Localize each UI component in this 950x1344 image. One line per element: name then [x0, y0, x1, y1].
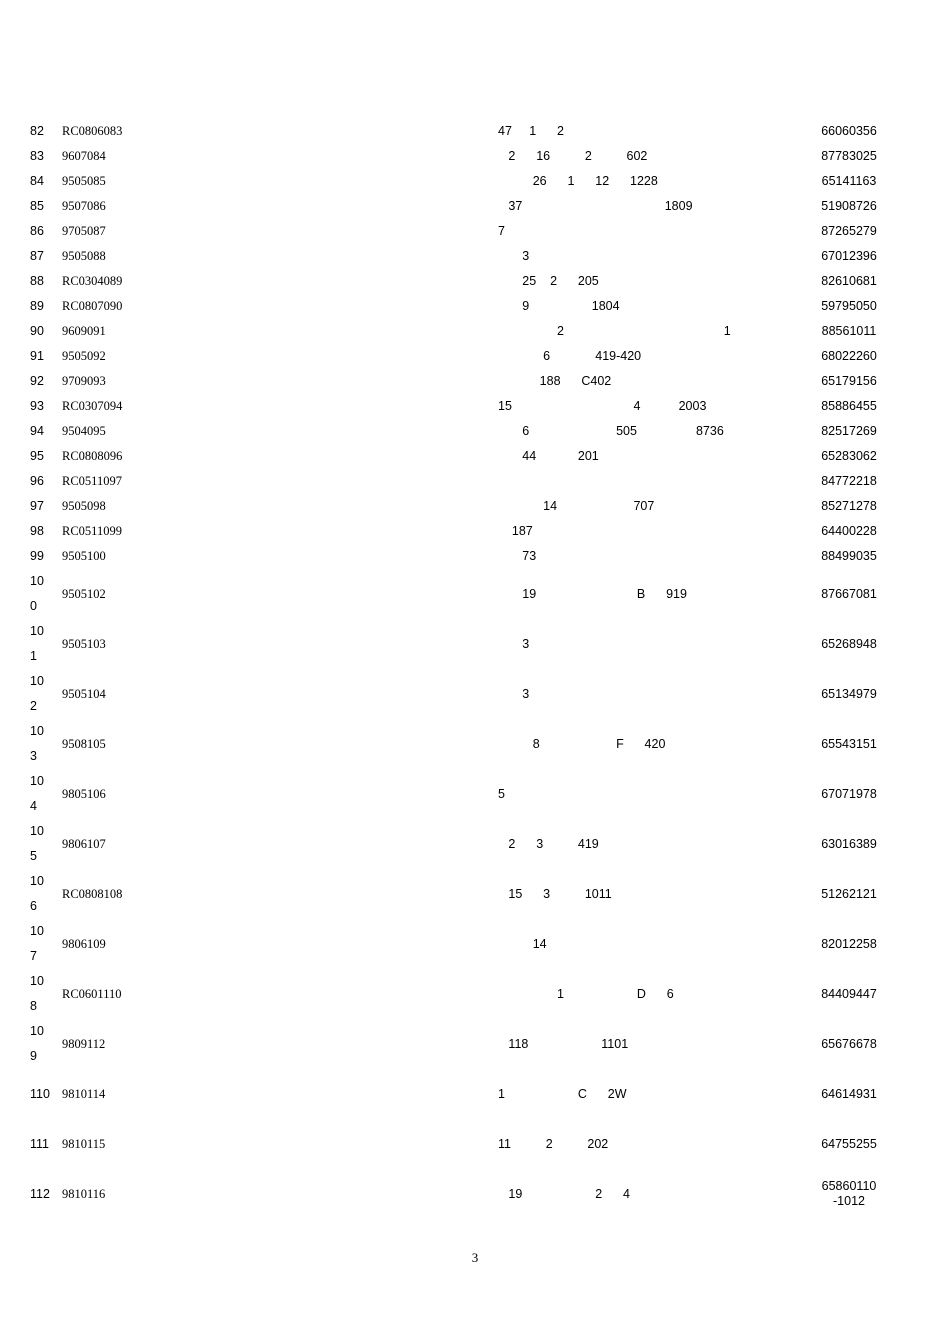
record-code: RC0807090: [62, 299, 123, 313]
row-number-cell: [30, 869, 62, 919]
record-code: 9505104: [62, 686, 106, 701]
blank-cell: [242, 1119, 498, 1169]
row-number: 87: [30, 249, 44, 263]
phone-number: 65676678: [821, 1036, 877, 1051]
table-row: [30, 1119, 900, 1169]
blank-cell: [242, 194, 498, 219]
blank-cell: [242, 569, 498, 619]
phone-number: 87783025: [821, 149, 877, 163]
record-code: RC0808096: [62, 449, 123, 463]
address-fragment: 1 D 6: [498, 986, 674, 1001]
blank-cell: [242, 394, 498, 419]
table-row: [30, 869, 900, 919]
row-number-cell: [30, 294, 62, 319]
row-number-cell: [30, 819, 62, 869]
table-row: [30, 419, 900, 444]
record-code: 9810115: [62, 1136, 106, 1151]
table-row: [30, 494, 900, 519]
row-number: 105: [30, 824, 44, 863]
phone-number: 51908726: [821, 199, 877, 213]
phone-number: 65268948: [821, 636, 877, 651]
row-number-cell: [30, 444, 62, 469]
record-code: 9505085: [62, 174, 106, 188]
address-fragment: 44 201: [498, 449, 599, 463]
address-fragment: 11 2 202: [498, 1136, 609, 1151]
phone-number: 65134979: [821, 686, 877, 701]
address-fragment: 15 3 1011: [498, 886, 612, 901]
blank-cell: [242, 419, 498, 444]
row-number: 88: [30, 274, 44, 288]
phone-number: 85886455: [821, 399, 877, 413]
table-row: [30, 294, 900, 319]
address-fragment: 19 B 919: [498, 586, 687, 601]
record-code: 9609091: [62, 324, 106, 338]
row-number: 108: [30, 974, 44, 1013]
blank-cell: [242, 169, 498, 194]
address-fragment: 6 419-420: [498, 349, 642, 363]
table-row: [30, 969, 900, 1019]
address-fragment: 19 2 4: [498, 1186, 630, 1201]
record-code: RC0511099: [62, 524, 122, 538]
row-number-cell: [30, 494, 62, 519]
table-row: [30, 819, 900, 869]
phone-number: 88561011: [821, 324, 877, 338]
table-row: [30, 169, 900, 194]
row-number-cell: [30, 519, 62, 544]
row-number: 84: [30, 174, 44, 188]
record-code: RC0806083: [62, 124, 123, 138]
table-row: [30, 1019, 900, 1069]
phone-number: 82012258: [821, 936, 877, 951]
table-row: [30, 244, 900, 269]
phone-number: 68022260: [821, 349, 877, 363]
row-number-cell: [30, 369, 62, 394]
blank-cell: [242, 344, 498, 369]
phone-number: 51262121: [821, 886, 877, 901]
row-number-cell: [30, 219, 62, 244]
row-number-cell: [30, 669, 62, 719]
table-row: [30, 769, 900, 819]
blank-cell: [242, 144, 498, 169]
phone-number: 67071978: [821, 786, 877, 801]
row-number-cell: [30, 1169, 62, 1219]
row-number: 99: [30, 549, 44, 563]
row-number: 85: [30, 199, 44, 213]
row-number: 102: [30, 674, 44, 713]
record-code: 9705087: [62, 224, 106, 238]
row-number: 110: [30, 1086, 50, 1101]
row-number: 91: [30, 349, 44, 363]
row-number: 107: [30, 924, 44, 963]
blank-cell: [242, 544, 498, 569]
table-row: [30, 319, 900, 344]
record-code: 9805106: [62, 786, 106, 801]
blank-cell: [242, 769, 498, 819]
row-number: 98: [30, 524, 44, 538]
blank-cell: [242, 319, 498, 344]
phone-number: 84772218: [821, 474, 877, 488]
address-fragment: 3: [498, 636, 530, 651]
row-number-cell: [30, 319, 62, 344]
row-number: 97: [30, 499, 44, 513]
address-fragment: 2 16 2 602: [498, 149, 648, 163]
row-number-cell: [30, 569, 62, 619]
phone-number: 64400228: [821, 524, 877, 538]
row-number-cell: [30, 544, 62, 569]
row-number: 111: [30, 1136, 50, 1151]
table-row: [30, 619, 900, 669]
table-row: [30, 369, 900, 394]
address-fragment: 8 F 420: [498, 736, 666, 751]
blank-cell: [242, 519, 498, 544]
record-code: 9508105: [62, 736, 106, 751]
phone-number: 67012396: [821, 249, 877, 263]
blank-cell: [242, 869, 498, 919]
row-number: 86: [30, 224, 44, 238]
blank-cell: [242, 469, 498, 494]
record-code: RC0307094: [62, 399, 123, 413]
row-number: 112: [30, 1186, 50, 1201]
blank-cell: [242, 294, 498, 319]
row-number-cell: [30, 969, 62, 1019]
address-fragment: 3: [498, 249, 530, 263]
table-row: [30, 519, 900, 544]
table-row: [30, 1169, 900, 1219]
record-code: 9505088: [62, 249, 106, 263]
address-fragment: 6 505 8736: [498, 424, 724, 438]
phone-number: 65179156: [821, 374, 877, 388]
record-code: 9505102: [62, 586, 106, 601]
address-fragment: 187: [498, 524, 533, 538]
row-number-cell: [30, 244, 62, 269]
row-number: 82: [30, 124, 44, 138]
row-number: 106: [30, 874, 44, 913]
row-number-cell: [30, 169, 62, 194]
blank-cell: [242, 494, 498, 519]
listing-rows: [30, 119, 900, 1219]
blank-cell: [242, 669, 498, 719]
blank-cell: [242, 1169, 498, 1219]
address-fragment: 3: [498, 686, 530, 701]
address-fragment: 2 1: [498, 324, 731, 338]
row-number-cell: [30, 719, 62, 769]
phone-number: 63016389: [821, 836, 877, 851]
address-fragment: [498, 469, 798, 494]
record-code: 9810114: [62, 1086, 106, 1101]
phone-number: 85271278: [821, 499, 877, 513]
table-row: [30, 919, 900, 969]
phone-number: 88499035: [821, 549, 877, 563]
row-number-cell: [30, 194, 62, 219]
blank-cell: [242, 444, 498, 469]
row-number-cell: [30, 1019, 62, 1069]
blank-cell: [242, 1069, 498, 1119]
row-number: 93: [30, 399, 44, 413]
record-code: 9505098: [62, 499, 106, 513]
row-number-cell: [30, 1069, 62, 1119]
blank-cell: [242, 244, 498, 269]
row-number: 94: [30, 424, 44, 438]
row-number: 96: [30, 474, 44, 488]
address-fragment: 5: [498, 786, 505, 801]
address-fragment: 37 1809: [498, 199, 693, 213]
table-row: [30, 144, 900, 169]
page-number: 3: [471, 1250, 479, 1265]
phone-number: 84409447: [821, 986, 877, 1001]
row-number-cell: [30, 919, 62, 969]
address-fragment: 9 1804: [498, 299, 620, 313]
listing-table: [30, 119, 900, 1219]
record-code: 9507086: [62, 199, 106, 213]
blank-cell: [242, 219, 498, 244]
table-row: [30, 469, 900, 494]
record-code: 9607084: [62, 149, 106, 163]
address-fragment: 14: [498, 936, 547, 951]
table-row: [30, 394, 900, 419]
address-fragment: 25 2 205: [498, 274, 599, 288]
row-number-cell: [30, 769, 62, 819]
record-code: 9505100: [62, 549, 106, 563]
row-number-cell: [30, 619, 62, 669]
row-number: 90: [30, 324, 44, 338]
phone-number: 59795050: [821, 299, 877, 313]
record-code: 9809112: [62, 1036, 106, 1051]
table-row: [30, 569, 900, 619]
table-row: [30, 269, 900, 294]
row-number: 104: [30, 774, 44, 813]
table-row: [30, 719, 900, 769]
table-row: [30, 444, 900, 469]
phone-number: 65543151: [821, 736, 877, 751]
row-number-cell: [30, 469, 62, 494]
phone-number: 65283062: [821, 449, 877, 463]
record-code: 9806107: [62, 836, 106, 851]
phone-number: 65141163: [821, 174, 877, 188]
phone-number: 66060356: [821, 124, 877, 138]
blank-cell: [242, 269, 498, 294]
address-fragment: 188 C402: [498, 374, 612, 388]
table-row: [30, 1069, 900, 1119]
row-number: 101: [30, 624, 44, 663]
address-fragment: 73: [498, 549, 537, 563]
phone-number: 87667081: [821, 586, 877, 601]
record-code: 9806109: [62, 936, 106, 951]
row-number-cell: [30, 394, 62, 419]
record-code: 9505103: [62, 636, 106, 651]
address-fragment: 118 1101: [498, 1036, 629, 1051]
phone-number: 82517269: [821, 424, 877, 438]
record-code: RC0808108: [62, 886, 123, 901]
table-row: [30, 344, 900, 369]
row-number-cell: [30, 419, 62, 444]
address-fragment: 26 1 12 1228: [498, 174, 658, 188]
row-number: 83: [30, 149, 44, 163]
blank-cell: [242, 969, 498, 1019]
address-fragment: 7: [498, 224, 505, 238]
record-code: 9505092: [62, 349, 106, 363]
row-number: 95: [30, 449, 44, 463]
row-number-cell: [30, 119, 62, 144]
row-number-cell: [30, 344, 62, 369]
row-number-cell: [30, 269, 62, 294]
blank-cell: [242, 719, 498, 769]
phone-number: 64614931: [821, 1086, 877, 1101]
table-row: [30, 194, 900, 219]
row-number: 89: [30, 299, 44, 313]
table-row: [30, 219, 900, 244]
row-number-cell: [30, 1119, 62, 1169]
address-fragment: 47 1 2: [498, 124, 565, 138]
address-fragment: 14 707: [498, 499, 655, 513]
phone-number: 65860110 -1012: [821, 1179, 877, 1208]
record-code: RC0511097: [62, 474, 122, 488]
record-code: RC0304089: [62, 274, 123, 288]
address-fragment: 1 C 2W: [498, 1086, 627, 1101]
blank-cell: [242, 619, 498, 669]
table-row: [30, 669, 900, 719]
address-fragment: 15 4 2003: [498, 399, 707, 413]
phone-number: 82610681: [821, 274, 877, 288]
record-code: 9810116: [62, 1186, 106, 1201]
phone-number: 64755255: [821, 1136, 877, 1151]
blank-cell: [242, 369, 498, 394]
record-code: 9709093: [62, 374, 106, 388]
address-fragment: 2 3 419: [498, 836, 599, 851]
blank-cell: [242, 119, 498, 144]
record-code: 9504095: [62, 424, 106, 438]
record-code: RC0601110: [62, 986, 122, 1001]
row-number: 100: [30, 574, 44, 613]
blank-cell: [242, 919, 498, 969]
table-row: [30, 119, 900, 144]
row-number-cell: [30, 144, 62, 169]
table-row: [30, 544, 900, 569]
row-number: 109: [30, 1024, 44, 1063]
blank-cell: [242, 1019, 498, 1069]
row-number: 103: [30, 724, 44, 763]
row-number: 92: [30, 374, 44, 388]
blank-cell: [242, 819, 498, 869]
phone-number: 87265279: [821, 224, 877, 238]
